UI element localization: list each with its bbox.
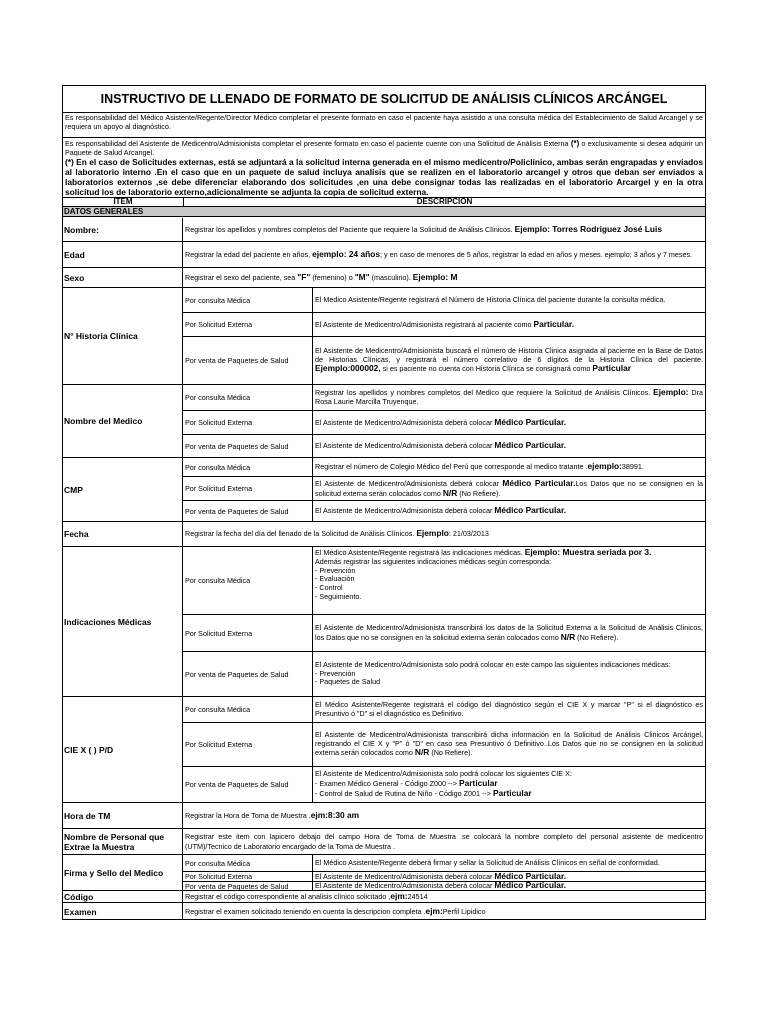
desc-fecha-text-2: : 21/03/2013 [448, 529, 489, 539]
label-cmp: CMP [63, 458, 183, 521]
cie-paquete-text: El Asistente de Medicentro/Admisionista solo podrá colocar los siguientes CIE X: [315, 769, 572, 779]
intro-asterisk: (*) [570, 139, 580, 148]
row-codigo [63, 891, 705, 903]
cmp-consulta-text: Registrar el número de Colegio Médico del Perú que corresponde al medico tratante . [315, 462, 588, 472]
cie-consulta-desc: El Médico Asistente/Regente registrará el código del diagnóstico según el CIE X y marcar "P" si el diagnóstico es Presuntivo ó "D" si el diagnóstico es Definitivo. [315, 699, 703, 718]
desc-hora-em: ejm:8:30 am [310, 809, 360, 820]
cmp-consulta [183, 458, 705, 476]
firma-externa-em: Médico Particular. [494, 870, 567, 881]
sub-label-paquete: Por venta de Paquetes de Salud [183, 337, 313, 384]
cmp-externa-text-2: Los Datos que no se consignen en la solicitud externa serán colocados como [315, 478, 704, 498]
cmp-paquete [183, 500, 705, 521]
desc-codigo-text-2: 24514 [407, 891, 428, 901]
desc-edad-example: ejemplo: 24 años [312, 248, 381, 259]
label-personal: Nombre de Personal que Extrae la Muestra [63, 829, 183, 854]
medico-consulta-text-2: Dra Rosa Laurie Marcilla Truyenque. [315, 388, 703, 406]
medico-paquete [183, 434, 705, 457]
sub-label-paquete: Por venta de Paquetes de Salud [183, 767, 313, 802]
desc-codigo [183, 891, 705, 902]
medico-externa-text: El Asistente de Medicentro/Admisionista deberá colocar [315, 417, 493, 427]
label-hora-tm: Hora de TM [63, 803, 183, 828]
historia-consulta-desc: El Medico Asistente/Regente registrará el Número de Historia Clínica del paciente durante la consulta médica. [315, 294, 666, 304]
label-nombre-medico: Nombre del Medico [63, 385, 183, 457]
intro-external-note: (*) En el caso de Solicitudes externas, está se adjuntará a la solicitud interna generada en el mismo medicentro/Policlínico, ambas serán engrapadas y enviados al laboratorio interno .En el caso que en un paquete de salud incluya analisis que se realizen en el laboratorio arcangel y otros que deban ser enviados a laboratorios externos ,se debe diferenciar elaborando dos solicitudes ,en una debe consignar todas las realizadas en el laboratorio Arcargel y en la otra solicitud los de laboratorio externo,adicionalmente se adjunta la copia de solicitud externa. [65, 157, 703, 197]
historia-consulta [183, 288, 705, 312]
firma-paquete-text: El Asistente de Medicentro/Admisionista deberá colocar [315, 881, 493, 891]
desc-fecha [183, 522, 705, 546]
intro-paragraph-2 [63, 138, 705, 198]
label-fecha: Fecha [63, 522, 183, 546]
desc-sexo-example: Ejemplo: M [412, 271, 458, 282]
medico-paquete-desc [313, 435, 705, 457]
medico-consulta [183, 385, 705, 410]
sub-label-externa: Por Solicitud Externa [183, 615, 313, 651]
indicaciones-consulta-desc [313, 547, 705, 614]
list-item: - Seguimiento. [315, 591, 362, 601]
desc-edad-text-2: ; y en caso de menores de 5 años, registrar la edad en años y meses. ejemplo: 3 años y 7 meses. [380, 249, 693, 259]
sub-label-consulta: Por consulta Médica [183, 697, 313, 722]
indicaciones-consulta-text: El Médico Asistente/Regente registrará las indicaciones médicas. [315, 548, 523, 557]
row-nombre [63, 218, 705, 242]
row-firma [63, 855, 705, 891]
indicaciones-externa-nr: N/R [560, 631, 576, 642]
sub-label-consulta: Por consulta Médica [183, 458, 313, 476]
desc-edad [183, 242, 705, 267]
desc-examen-text: Registrar el examen solicitado teniendo en cuenta la descripcion completa . [185, 906, 426, 916]
list-item: - Prevención [315, 565, 356, 575]
header-item: ITEM [113, 197, 133, 206]
label-nombre: Nombre: [63, 218, 183, 241]
historia-paquete-text: El Asistente de Medicentro/Admisionista buscará el número de Historia Clinica asignada al paciente en la Base de Datos de Historias Clínicas, y registrará el número correlativo de 6 dígitos de la Historia Clínica del paciente. [315, 345, 703, 364]
row-historia-clinica [63, 288, 705, 385]
indicaciones-consulta-em: Ejemplo: Muestra seriada por 3. [524, 547, 652, 557]
indicaciones-paquete-text: El Asistente de Medicentro/Admisionista solo podrá colocar en este campo las siguientes indicaciones médicas: [315, 659, 671, 669]
table-header [63, 198, 705, 207]
desc-hora-tm [183, 803, 705, 828]
list-item: - Prevención [315, 668, 356, 678]
cmp-externa-desc [313, 477, 705, 500]
indicaciones-paquete [183, 651, 705, 696]
row-cie [63, 697, 705, 803]
desc-examen-text-2: Perfil Lipidico [442, 906, 486, 916]
desc-sexo-text: Registrar el sexo del paciente, sea [185, 272, 296, 282]
cie-paquete-desc [313, 767, 705, 802]
cie-externa-nr: N/R [414, 747, 430, 758]
desc-examen-em: ejm: [425, 905, 443, 916]
desc-sexo [183, 268, 705, 287]
historia-paquete-text-2: si es paciente no cuenta con Historia Clínica se consignará como [382, 364, 591, 374]
row-examen [63, 903, 705, 920]
firma-consulta [183, 855, 705, 871]
historia-externa-em: Particular. [533, 318, 575, 329]
label-sexo: Sexo [63, 268, 183, 287]
cie-externa [183, 722, 705, 766]
list-item: - Paquetes de Salud [315, 677, 381, 687]
firma-externa [183, 871, 705, 881]
firma-paquete-em: Médico Particular. [494, 880, 567, 891]
indicaciones-externa-text-2: (No Refiere). [577, 632, 619, 642]
desc-sexo-f: "F" [297, 271, 311, 282]
row-hora-tm [63, 803, 705, 829]
firma-externa-text: El Asistente de Medicentro/Admisionista deberá colocar [315, 871, 493, 881]
cie-externa-desc [313, 723, 705, 766]
intro-text-2-tail: o exclusivamente si desea adquirir un Paquete de Salud Arcangel. [65, 139, 704, 157]
intro-text-2: Es responsabilidad del Asistente de Medicentro/Admisionista completar el presente formato en caso el paciente cuente con una Solicitud de Análisis Externa [65, 139, 569, 148]
row-fecha [63, 522, 705, 547]
sub-label-consulta: Por consulta Médica [183, 547, 313, 614]
cmp-externa-text: El Asistente de Medicentro/Admisionista deberá colocar [315, 478, 500, 488]
desc-nombre-text: Registrar los apellidos y nombres completos del Paciente que requiere la Solicitud de Análisis Clínicos. [185, 224, 513, 234]
desc-nombre-example: Ejemplo: Torres Rodriguez José Luis [514, 223, 662, 234]
intro-paragraph-1 [63, 112, 705, 138]
sub-label-consulta: Por consulta Médica [183, 385, 313, 410]
cmp-consulta-text-2: 38991. [621, 462, 644, 472]
historia-externa [183, 312, 705, 336]
desc-examen [183, 903, 705, 920]
medico-externa-em: Médico Particular. [494, 416, 567, 427]
historia-paquete-em: Ejemplo:000002, [315, 363, 381, 374]
label-edad: Edad [63, 242, 183, 267]
desc-fecha-em: Ejemplo [416, 528, 449, 539]
row-personal [63, 829, 705, 855]
medico-paquete-text: El Asistente de Medicentro/Admisionista deberá colocar [315, 441, 493, 451]
sub-label-paquete: Por venta de Paquetes de Salud [183, 435, 313, 457]
document-title: INSTRUCTIVO DE LLENADO DE FORMATO DE SOLICITUD DE ANÁLISIS CLÍNICOS ARCÁNGEL [63, 86, 705, 113]
desc-nombre [183, 218, 705, 241]
list-item: - Control [315, 583, 343, 593]
medico-paquete-em: Médico Particular. [494, 440, 567, 451]
desc-sexo-m: "M" [354, 271, 370, 282]
row-sexo [63, 268, 705, 288]
historia-paquete-em-2: Particular [592, 363, 632, 374]
cie-externa-text-2: (No Refiere). [431, 748, 473, 758]
indicaciones-paquete-desc [313, 652, 705, 696]
label-historia-clinica: N° Historia Clínica [63, 288, 183, 384]
cmp-externa-em: Médico Particular. [502, 477, 576, 488]
firma-consulta-desc: El Médico Asistente/Regente deberá firmar y sellar la Solicitud de Análisis Clínicos en señal de conformidad. [315, 858, 660, 867]
cmp-externa [183, 476, 705, 500]
header-description: DESCRIPCION [183, 198, 705, 206]
historia-paquete-desc [313, 337, 705, 384]
instructions-table [62, 85, 706, 920]
medico-externa [183, 410, 705, 434]
indicaciones-consulta [183, 547, 705, 614]
sub-label-externa: Por Solicitud Externa [183, 313, 313, 336]
indicaciones-externa-text: El Asistente de Medicentro/Admisionista transcribirá los datos de la Solicitud Externa a la Solicitud de Análisis Clinicos, los Datos que no se consignen en la solicitud externa serán colocados como [315, 622, 703, 642]
desc-codigo-text: Registrar el código correspondiente al analisis clínico solicitado , [185, 891, 391, 901]
cmp-externa-nr: N/R [442, 487, 458, 498]
cie-particular-2: Particular [493, 787, 532, 798]
cie-externa-text: El Asistente de Medicentro/Admisionista transcribirá dicha información en la Solicitud de Análisis Clinicos Arcángel, registrando el CIE X y "P" ó "D" en caso sea Presuntivo ó Definitivo..Los Datos que no se consignen en la solicitud externa serán colocados como [315, 729, 703, 758]
label-firma: Firma y Sello del Medico [63, 855, 183, 890]
medico-externa-desc [313, 411, 705, 434]
desc-personal: Registrar este item con lapicero debajo del campo Hora de Toma de Muestra .se colocará la nombre completo del personal asistente de medicentro (UTM)/Tecnico de Laboratorio encargado de la Toma de Muestra . [185, 832, 703, 851]
desc-hora-text: Registrar la Hora de Toma de Muestra . [185, 810, 311, 820]
label-codigo: Código [63, 891, 183, 902]
row-cmp [63, 458, 705, 522]
cie-consulta [183, 697, 705, 722]
sub-label-externa: Por Solicitud Externa [183, 411, 313, 434]
medico-consulta-desc [313, 385, 705, 410]
historia-externa-text: El Asistente de Medicentro/Admisionista registrará al paciente como [315, 319, 532, 329]
sub-label-consulta: Por consulta Médica [183, 288, 313, 312]
row-indicaciones [63, 547, 705, 697]
historia-externa-desc [313, 313, 705, 336]
cmp-consulta-em: ejemplo: [587, 461, 622, 472]
desc-fecha-text: Registrar la fecha del día del llenado de la Solicitud de Análisis Clínicos. [185, 529, 415, 539]
cmp-paquete-desc [313, 501, 705, 521]
label-cie: CIE X ( ) P/D [63, 697, 183, 802]
cmp-externa-text-3: (No Refiere). [459, 488, 501, 498]
sub-label-externa: Por Solicitud Externa [183, 477, 313, 500]
desc-sexo-text-3: (masculino). [371, 272, 411, 282]
indicaciones-externa-desc [313, 615, 705, 651]
cmp-consulta-desc [313, 458, 705, 476]
firma-paquete-desc [313, 882, 705, 890]
sub-label-paquete: Por venta de Paquetes de Salud [183, 501, 313, 521]
desc-codigo-em: ejm: [390, 890, 408, 901]
label-indicaciones: Indicaciones Médicas [63, 547, 183, 696]
sub-label-externa: Por Solicitud Externa [183, 872, 313, 881]
indicaciones-externa [183, 614, 705, 651]
medico-consulta-text: Registrar los apellidos y nombres completos del Medico que requiere la Solicitud de Análisis Clínicos. [315, 388, 651, 398]
sub-label-consulta: Por consulta Médica [183, 855, 313, 871]
desc-sexo-text-2: (femenino) o [312, 272, 353, 282]
desc-edad-text: Registrar la edad del paciente en años, [185, 249, 311, 259]
cie-particular-1: Particular [459, 778, 498, 789]
cie-paquete [183, 766, 705, 802]
sub-label-paquete: Por venta de Paquetes de Salud [183, 652, 313, 696]
indicaciones-consulta-text-2: Además registrar las siguientes indicaciones médicas según corresponda: [315, 556, 552, 566]
section-datos-generales: DATOS GENERALES [63, 207, 705, 217]
label-examen: Examen [63, 903, 183, 920]
list-item: - Control de Salud de Rutina de Niño - Código Z001 --> [315, 788, 491, 798]
medico-consulta-em: Ejemplo: [653, 387, 689, 398]
list-item: - Evaluación [315, 574, 355, 584]
historia-paquete [183, 336, 705, 384]
cmp-paquete-em: Médico Particular. [494, 505, 567, 516]
sub-label-paquete: Por venta de Paquetes de Salud [183, 882, 313, 890]
cmp-paquete-text: El Asistente de Medicentro/Admisionista deberá colocar [315, 506, 493, 516]
list-item: - Examen Médico General - Código Z000 --> [315, 779, 458, 789]
row-edad [63, 242, 705, 268]
intro-text-1: Es responsabilidad del Médico Asistente/Regente/Director Médico completar el presente formato en caso el paciente haya asistido a una consulta médica del Establecimiento de Salud Arcangel y se requiera un apoyo al diagnóstico. [65, 113, 703, 131]
sub-label-externa: Por Solicitud Externa [183, 723, 313, 766]
firma-paquete [183, 881, 705, 890]
row-nombre-medico [63, 385, 705, 458]
